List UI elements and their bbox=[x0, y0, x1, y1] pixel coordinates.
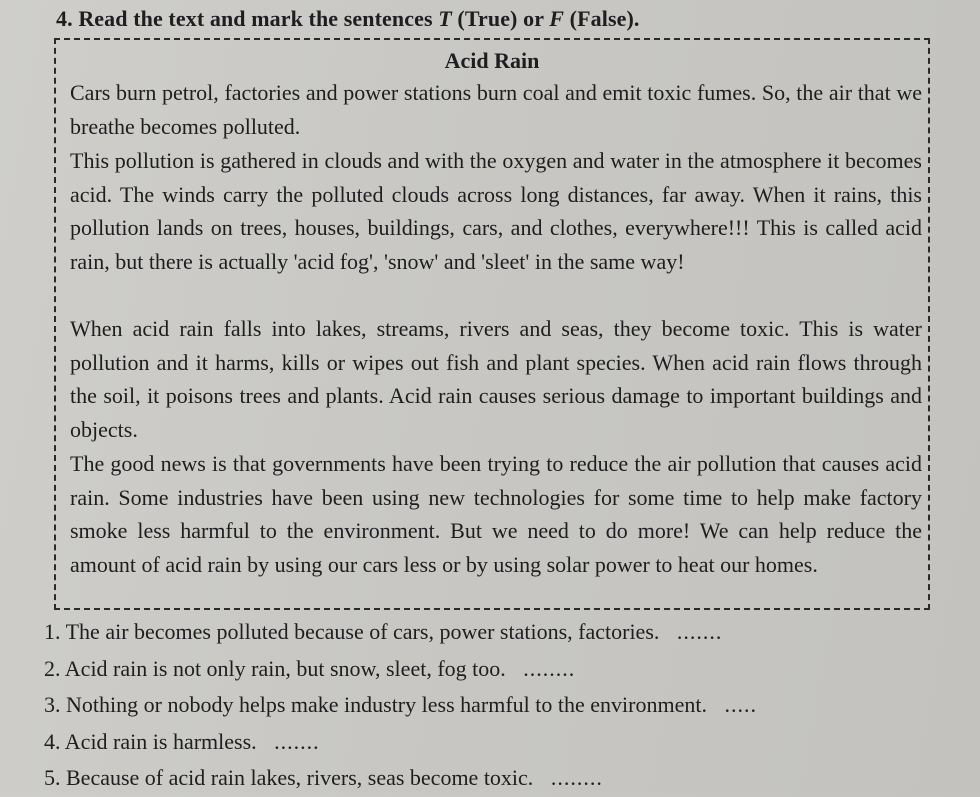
passage-paragraph-1: Cars burn petrol, factories and power stations burn coal and emit toxic fumes. So, the air that we breathe becomes polluted. bbox=[70, 80, 922, 139]
passage-paragraph-3: When acid rain falls into lakes, streams, rivers and seas, they become toxic. This is water pollution and it harms, kills or wipes out fish and plant species. When acid rain flows through the soil, it poisons trees and plants. Acid rain causes serious damage to important buildings and objects. bbox=[70, 316, 922, 442]
true-letter: T bbox=[438, 6, 452, 31]
statement-list bbox=[44, 614, 944, 797]
false-letter: F bbox=[549, 6, 565, 31]
statement-item bbox=[44, 651, 944, 688]
statement-text: The air becomes polluted because of cars, power stations, factories. bbox=[65, 619, 660, 644]
passage-paragraph-4: The good news is that governments have been trying to reduce the air pollution that causes acid rain. Some industries have been using new technologies for some time to help make factory smoke less harmful to the environment. But we need to do more! We can help reduce the amount of acid rain by using our cars less or by using solar power to heat our homes. bbox=[70, 451, 922, 577]
statement-text: Because of acid rain lakes, rivers, seas become toxic. bbox=[66, 765, 534, 790]
statement-text: Acid rain is not only rain, but snow, sleet, fog too. bbox=[64, 655, 506, 681]
false-word: (False). bbox=[569, 6, 640, 31]
answer-blank[interactable]: ....... bbox=[676, 619, 723, 644]
statement-number: 2. bbox=[44, 655, 61, 681]
statement-item bbox=[44, 687, 944, 724]
or-word: or bbox=[523, 6, 544, 31]
passage-title: Acid Rain bbox=[444, 48, 540, 73]
exercise-instruction: Read the text and mark the sentences bbox=[78, 6, 433, 31]
statement-item bbox=[44, 760, 944, 797]
statement-item bbox=[44, 614, 944, 651]
statement-number: 1. bbox=[44, 619, 61, 644]
answer-blank[interactable]: ....... bbox=[274, 728, 320, 754]
statement-number: 5. bbox=[44, 765, 61, 790]
answer-blank[interactable]: ..... bbox=[724, 692, 757, 717]
exercise-heading bbox=[56, 6, 640, 32]
true-word: (True) bbox=[457, 6, 518, 31]
statement-text: Acid rain is harmless. bbox=[64, 728, 257, 754]
statement-text: Nothing or nobody helps make industry less harmful to the environment. bbox=[66, 692, 707, 717]
reading-passage-box bbox=[54, 38, 930, 610]
statement-number: 3. bbox=[44, 692, 61, 717]
statement-number: 4. bbox=[44, 728, 61, 754]
statement-item bbox=[44, 724, 944, 761]
passage-paragraph-2: This pollution is gathered in clouds and with the oxygen and water in the atmosphere it becomes acid. The winds carry the polluted clouds across long distances, far away. When it rains, this pollution lands on trees, houses, buildings, cars, and clothes, everywhere!!! This is called acid rain, but there is actually 'acid fog', 'snow' and 'sleet' in the same way! bbox=[70, 148, 922, 274]
exercise-number: 4. bbox=[56, 6, 73, 31]
answer-blank[interactable]: ........ bbox=[550, 765, 603, 790]
answer-blank[interactable]: ........ bbox=[523, 655, 576, 681]
